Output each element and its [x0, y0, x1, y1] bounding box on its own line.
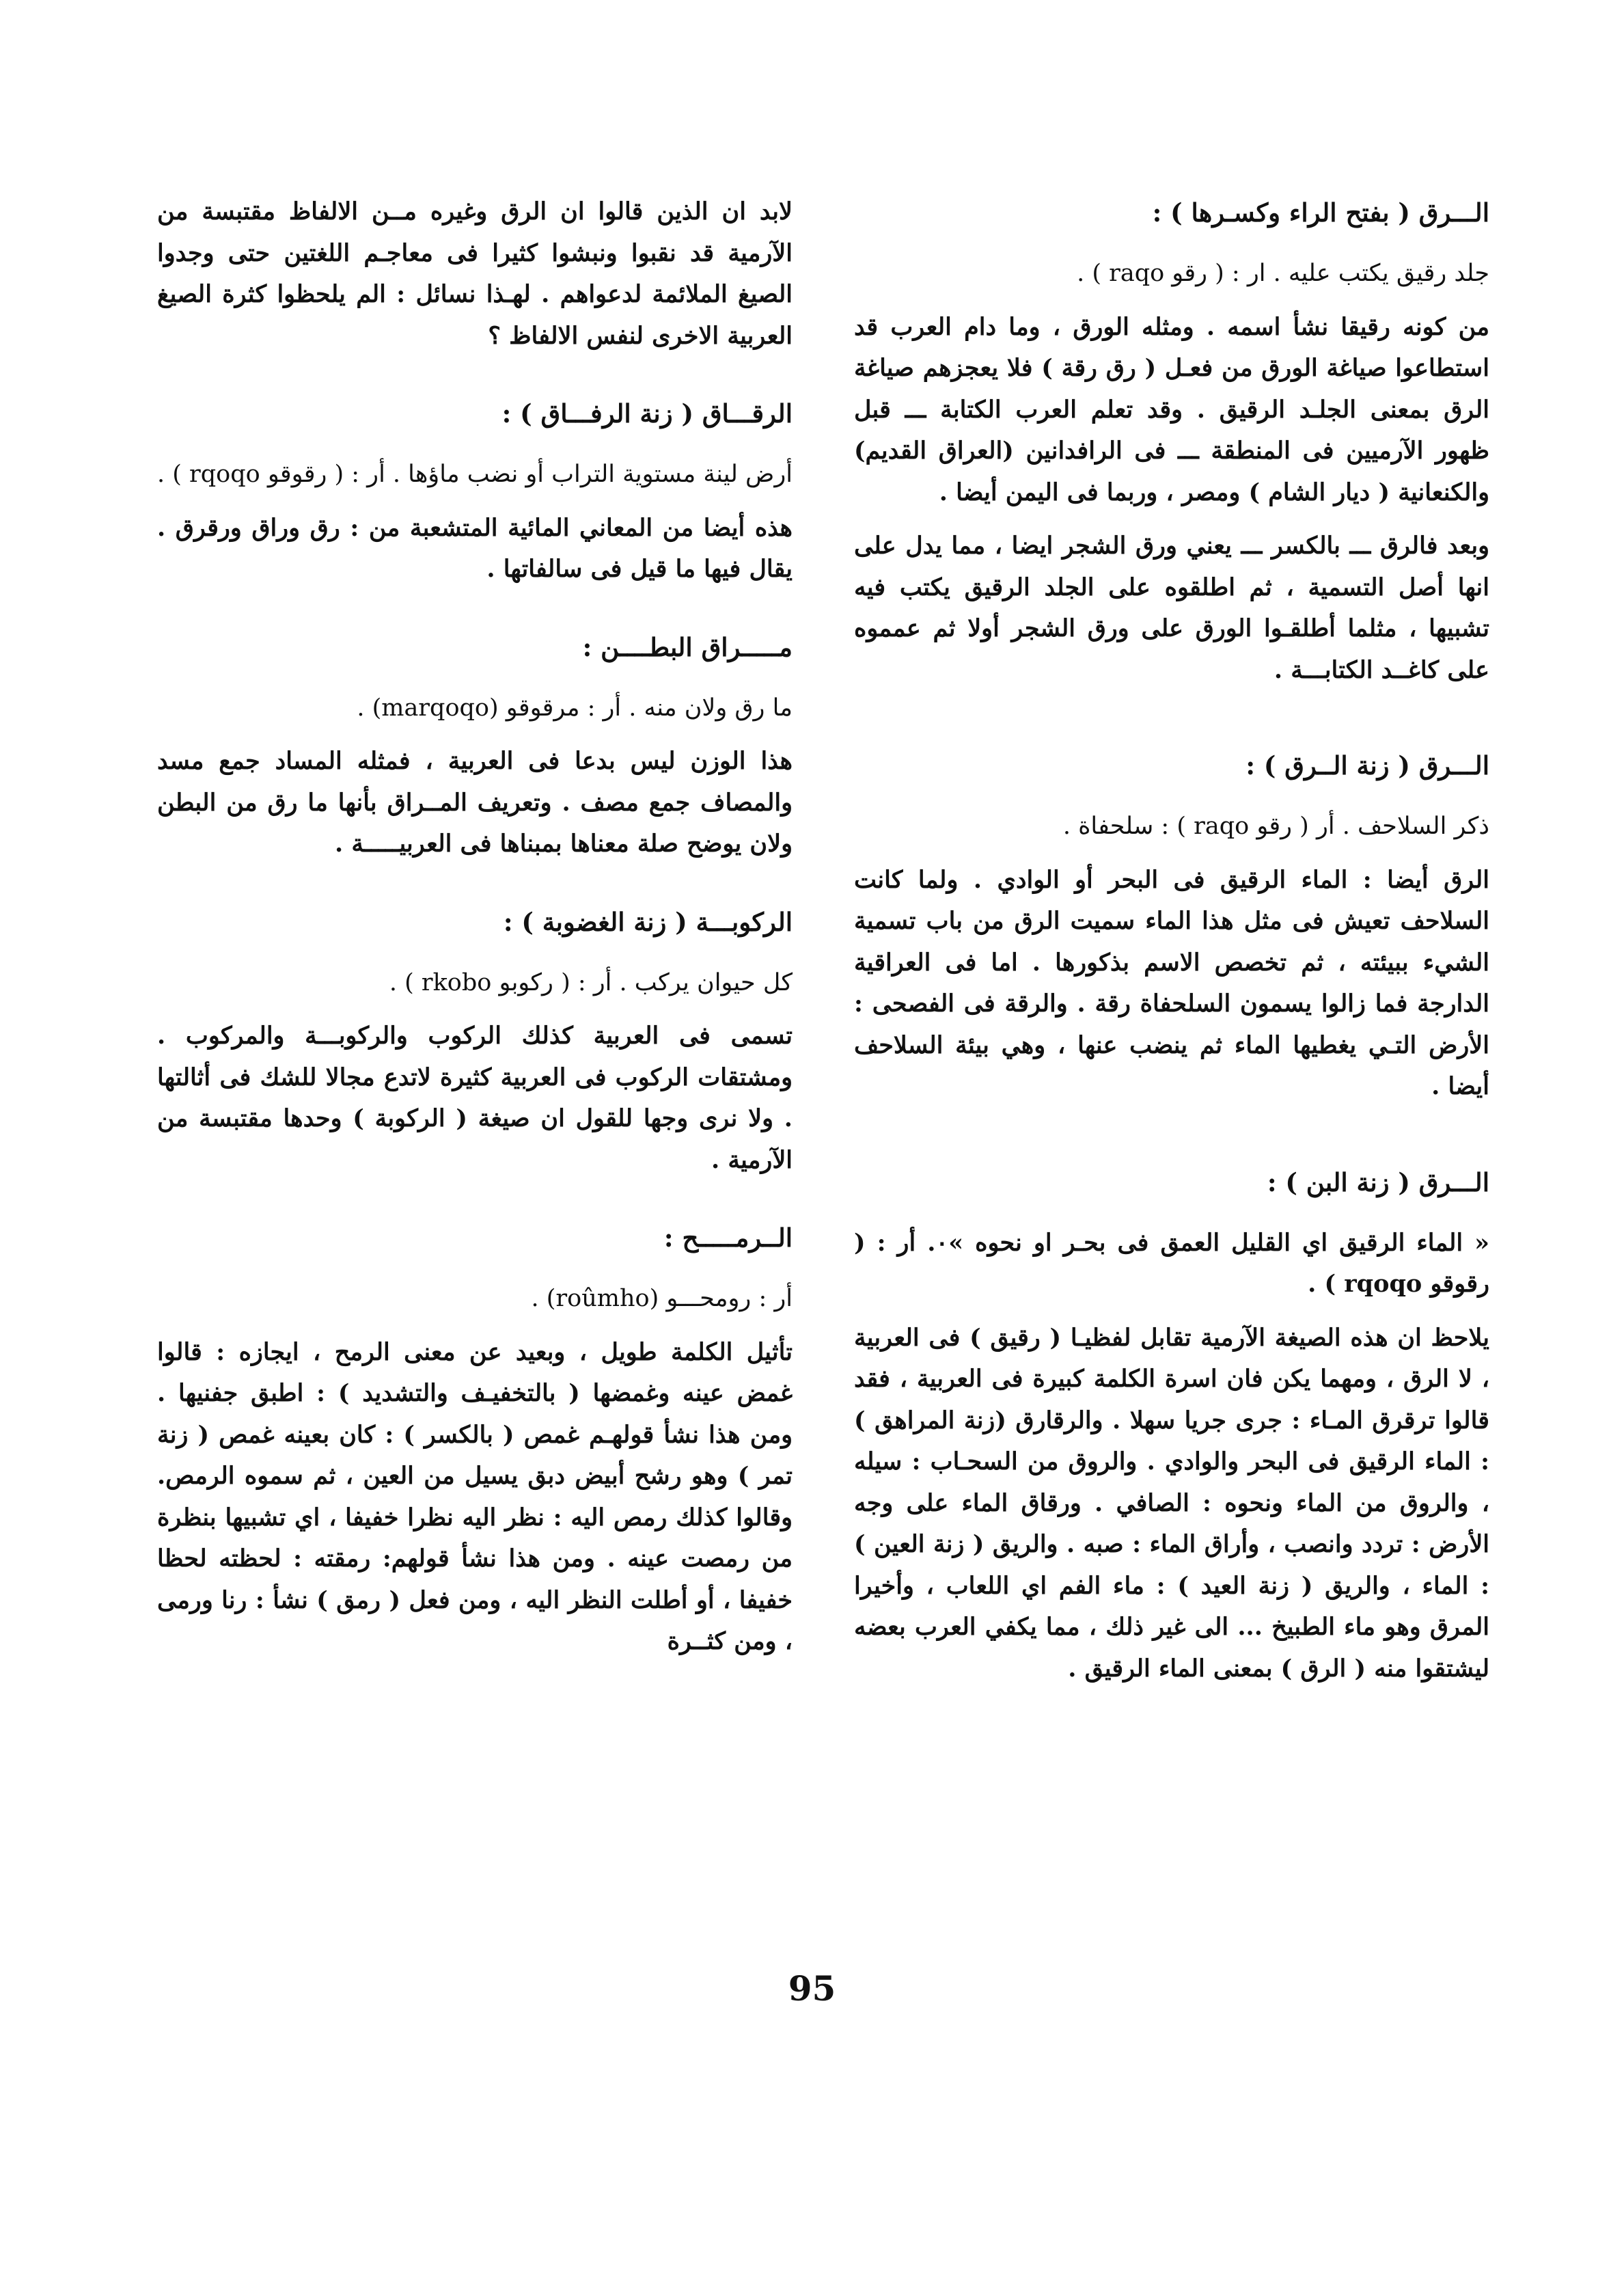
entry-continuation [157, 191, 793, 357]
entry-heading: الركوبـــة ( زنة الغضوبة ) : [503, 906, 793, 937]
entry-heading: الـــرق ( بفتح الراء وكسـرها ) : [1152, 198, 1489, 228]
entry-heading: الرقـــاق ( زنة الرفـــاق ) : [501, 398, 793, 429]
page-number: 95 [788, 1968, 836, 2009]
entry-rumh [157, 1216, 793, 1663]
entry-ruqaq [157, 392, 793, 590]
entry-gloss: ما رق ولان منه . أر : مرقوقو (marqoqo) . [357, 694, 793, 722]
entry-gloss: « الماء الرقيق اي القليل العمق فى بحـر او نحوه »٠. أر : ( رقوقو rqoqo ) . [854, 1228, 1489, 1298]
entry-gloss: كل حيوان يركب . أر : ( ركوبو rkobo ) . [389, 968, 793, 996]
entry-paragraph: يلاحظ ان هذه الصيغة الآرمية تقابل لفظيـا ( رقيق ) فى العربية ، لا الرق ، ومهما يكن فان اسرة الكلمة كبيرة فى العربية ، فقد قالوا ترقرق المـاء : جرى جريا سهلا . والرقارق (زنة المراهق ) : الماء الرقيق فى البحر والوادي . والروق من السحـاب : سيله ، والروق من الماء ونحوه : الصافي . ورقاق الماء على وجه الأرض : تردد وانصب ، وأراق الماء : صبه . والريق ( زنة العين ) : الماء ، والريق ( زنة العيد ) : ماء الفم اي اللعاب ، وأخيرا المرق وهو ماء الطبيخ ... الى غير ذلك ، مما يكفي العرب بعضه ليشتقوا منه ( الرق ) بمعنى الماء الرقيق . [854, 1323, 1490, 1683]
entry-raqq-3 [854, 1161, 1489, 1690]
entry-paragraph: هذا الوزن ليس بدعا فى العربية ، فمثله المساد جمع مسد والمصاف جمع مصف . وتعريف المــراق بأنها ما رق من البطن ولان يوضح صلة معناها بمبناها فى العربيـــــة . [157, 747, 793, 858]
entry-paragraph: تسمى فى العربية كذلك الركوب والركوبـــة والمركوب . ومشتقات الركوب فى العربية كثيرة لاتدع مجالا للشك فى أثالتها . ولا نرى وجها للقول ان صيغة ( الركوبة ) وحدها مقتبسة من الآرمية . [157, 1022, 793, 1174]
entry-gloss: أرض لينة مستوية التراب أو نضب ماؤها . أر : ( رقوقو rqoqo ) . [156, 461, 793, 488]
entry-maraq [157, 626, 793, 865]
entry-heading: الـــرق ( زنة البن ) : [1267, 1167, 1489, 1197]
entry-gloss: ذكر السلاحف . أر ( رقو raqo ) : سلحفاة . [1062, 813, 1489, 840]
entry-raqq-1 [854, 191, 1489, 691]
left-column [157, 191, 793, 1675]
entry-paragraph: لابد ان الذين قالوا ان الرق وغيره مــن الالفاظ مقتبسة من الآرمية قد نقبوا ونبشوا كثيرا فى معاجـم اللغتين حتى وجدوا الصيغ الملائمة لدعواهم . لهـذا نسائل : الم يلحظوا كثرة الصيغ العربية الاخرى لنفس الالفاظ ؟ [157, 198, 793, 350]
right-column [854, 191, 1489, 1702]
entry-heading: مـــــراق البطــــن : [582, 631, 793, 662]
entry-paragraph: وبعد فالرق ـــ بالكسر ـــ يعني ورق الشجر ايضا ، مما يدل على انها أصل التسمية ، ثم اطلقوه على الجلد الرقيق يكتب فيه تشبيها ، مثلما أطلقـوا الورق على ورق الشجر أولا ثم عمموه على كاغــد الكتابـــة . [854, 532, 1489, 684]
entry-heading: الـــرق ( زنة الــرق ) : [1245, 750, 1489, 780]
entry-paragraph: تأثيل الكلمة طويل ، وبعيد عن معنى الرمح ، ايجازه : قالوا غمض عينه وغمضها ( بالتخفيـف والتشديد ) : اطبق جفنيها . ومن هذا نشأ قولهـم غمص ( بالكسر ) : كان بعينه غمص ( زنة تمر ) وهو رشح أبيض دبق يسيل من العين ، ثم سموه الرمص. وقالوا كذلك رمص اليه : نظر اليه نظرا خفيفا ، اي تشبيها بنظرة من رمصت عينه . ومن هذا نشأ قولهم: رمقته : لحظته لحظا خفيفا ، أو أطلت النظر اليه ، ومن فعل ( رمق ) نشأ : رنا ورمى ، ومن كثــرة [157, 1337, 793, 1655]
entry-gloss: جلد رقيق يكتب عليه . ار : ( رقو raqo ) . [1077, 260, 1489, 287]
entry-paragraph: من كونه رقيقا نشأ اسمه . ومثله الورق ، وما دام العرب قد استطاعوا صياغة الورق من فعـل ( رق رقة ) فلا يعجزهم صياغة الرق بمعنى الجلـد الرقيق . وقد تعلم العرب الكتابة ـــ قبل ظهور الآرميين فى المنطقة ـــ فى الرافدانين (العراق القديم) والكنعانية ( ديار الشام ) ومصر ، وربما فى اليمن أيضا . [854, 312, 1489, 506]
entry-paragraph: هذه أيضا من المعاني المائية المتشعبة من : رق وراق ورقرق . يقال فيها ما قيل فى سالفاتها . [157, 513, 793, 583]
entry-paragraph: الرق أيضا : الماء الرقيق فى البحر أو الوادي . ولما كانت السلاحف تعيش فى مثل هذا الماء سميت الرق من باب تسمية الشيء ببيئته ، ثم تخصص الاسم بذكورها . اما فى العراقية الدارجة فما زالوا يسمون السلحفاة رقة . والرقة فى الفصحى : الأرض التـي يغطيها الماء ثم ينضب عنها ، وهي بيئة السلاحف أيضا . [854, 865, 1489, 1100]
entry-raqq-2 [854, 744, 1489, 1108]
entry-rakuba [157, 901, 793, 1182]
entry-gloss: أر : رومحـــو (roûmho) . [531, 1285, 793, 1312]
entry-heading: الــرمـــــح : [663, 1223, 793, 1253]
